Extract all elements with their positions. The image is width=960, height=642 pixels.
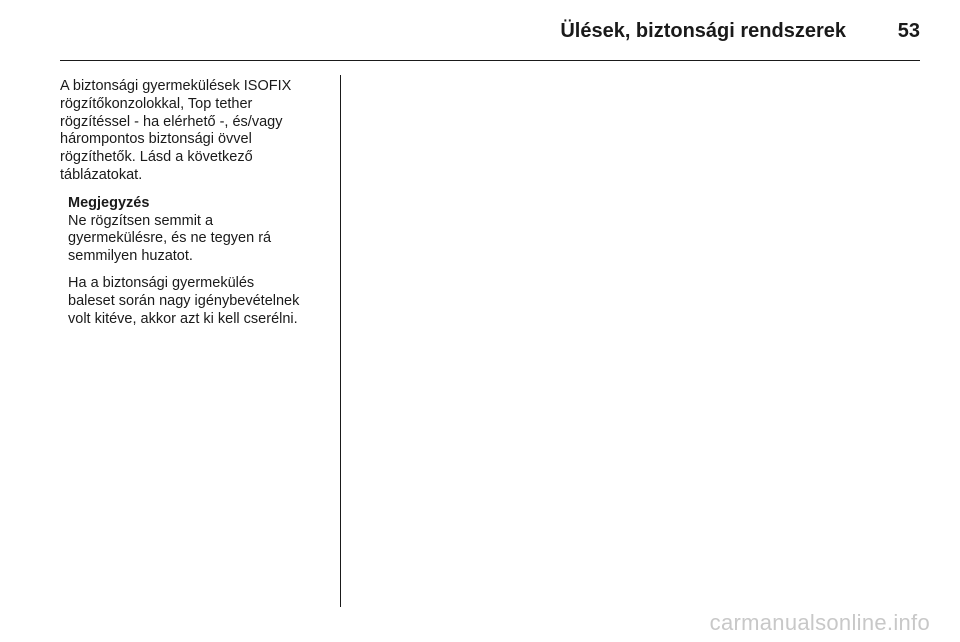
note-paragraph-1 <box>68 213 332 266</box>
column-divider <box>340 75 341 607</box>
section-title: Ülések, biztonsági rendszerek <box>560 20 846 42</box>
intro-line: rögzíthetők. Lásd a következő <box>60 149 253 166</box>
note-paragraph-2 <box>68 275 332 328</box>
note-block <box>68 195 332 329</box>
note-line: gyermekülésre, és ne tegyen rá <box>68 230 272 247</box>
note-line: semmilyen huzatot. <box>68 248 193 265</box>
intro-paragraph <box>60 78 332 185</box>
watermark: carmanualsonline.info <box>709 610 930 635</box>
page-number: 53 <box>897 20 920 42</box>
note-line: volt kitéve, akkor azt ki kell cserélni. <box>68 310 298 327</box>
intro-line: hárompontos biztonsági övvel <box>60 131 252 148</box>
note-line: Ha a biztonsági gyermekülés <box>68 274 255 291</box>
intro-line: A biztonsági gyermekülések ISOFIX <box>60 78 292 94</box>
page-header <box>60 0 920 61</box>
intro-line: táblázatokat. <box>60 166 143 183</box>
intro-line: rögzítéssel - ha elérhető -, és/vagy <box>60 113 283 130</box>
note-line: Ne rögzítsen semmit a <box>68 212 214 229</box>
left-column <box>60 78 332 328</box>
note-title: Megjegyzés <box>68 194 150 211</box>
note-line: baleset során nagy igénybevételnek <box>68 292 300 309</box>
intro-line: rögzítőkonzolokkal, Top tether <box>60 95 253 112</box>
